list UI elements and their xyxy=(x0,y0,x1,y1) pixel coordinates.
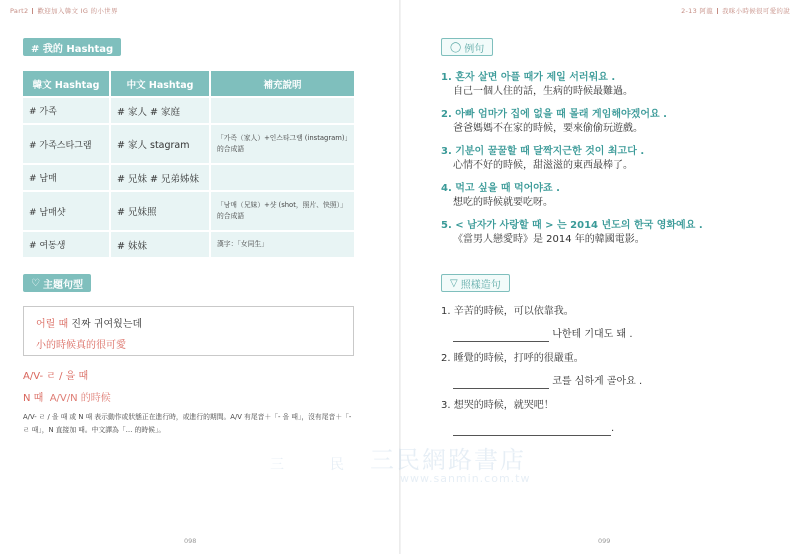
example-section-tag xyxy=(441,38,493,56)
example-chinese: 爸爸媽媽不在家的時候，要來偷偷玩遊戲。 xyxy=(453,123,643,134)
example-list xyxy=(441,71,771,256)
table-row xyxy=(23,165,354,190)
drill-list xyxy=(441,305,771,446)
pattern-section-title: 主題句型 xyxy=(42,279,83,291)
pattern-section-tag xyxy=(23,274,91,292)
list-item xyxy=(441,182,771,210)
example-section-title: 例句 xyxy=(464,43,485,55)
pattern-korean xyxy=(36,315,341,330)
drill-answer xyxy=(441,375,771,389)
separator xyxy=(32,8,33,14)
table-cell: # 兄妹 # 兄弟姊妹 xyxy=(109,165,209,190)
list-item xyxy=(441,71,771,99)
drill-answer-text: 코를 심하게 골아요 . xyxy=(552,376,643,387)
table-cell: # 妹妹 xyxy=(109,232,209,257)
table-cell: # 兄妹照 xyxy=(109,192,209,230)
drill-question: 3. 想哭的時候，就哭吧！ xyxy=(441,400,554,411)
table-row xyxy=(23,125,354,163)
list-item xyxy=(441,352,771,389)
list-item xyxy=(441,145,771,173)
example-korean: 4. 먹고 싶을 때 먹어야죠 . xyxy=(441,183,560,194)
section-title: 我咪小時候很可愛的說 xyxy=(722,7,790,15)
list-item xyxy=(441,305,771,342)
table-cell: # 남매샷 xyxy=(23,192,109,230)
table-header-cell: 韓文 Hashtag xyxy=(23,71,109,96)
running-head-left xyxy=(10,6,118,15)
watermark-glyph: 三 xyxy=(270,457,284,473)
table-cell: # 남매 xyxy=(23,165,109,190)
example-chinese: 心情不好的時候，甜滋滋的東西最棒了。 xyxy=(453,160,633,171)
drill-answer-text: 나한테 기대도 돼 . xyxy=(552,329,633,340)
grammar-rule-2-kr: N 때 xyxy=(23,393,44,404)
table-cell xyxy=(209,165,354,190)
page-number-left: 098 xyxy=(184,537,197,545)
example-korean: 3. 기분이 꿀꿀할 때 달짝지근한 것이 최고다 . xyxy=(441,146,645,157)
grammar-rule-2-zh: A/V/N 的時候 xyxy=(49,393,111,404)
pattern-rest: 진짜 귀여웠는데 xyxy=(68,319,143,330)
table-cell: # 家人 stagram xyxy=(109,125,209,163)
watermark xyxy=(230,440,570,500)
table-row xyxy=(23,98,354,123)
list-item xyxy=(441,219,771,247)
table-cell: # 가족 xyxy=(23,98,109,123)
table-header-row xyxy=(23,71,354,96)
chapter-title: 歡迎加入韓文 IG 的小世界 xyxy=(37,7,118,15)
table-row xyxy=(23,192,354,230)
example-chinese: 想吃的時候就要吃呀。 xyxy=(453,197,553,208)
watermark-name: 三民網路書店 xyxy=(370,446,526,474)
drill-section-tag xyxy=(441,274,510,292)
watermark-glyph: 民 xyxy=(330,457,344,473)
drill-answer-text: . xyxy=(611,423,615,434)
separator xyxy=(717,8,718,14)
page-number-right: 099 xyxy=(598,537,611,545)
drill-section-title: 照樣造句 xyxy=(460,279,501,291)
pattern-box xyxy=(23,306,354,356)
table-cell xyxy=(209,98,354,123)
table-cell: # 가족스타그램 xyxy=(23,125,109,163)
drill-answer xyxy=(441,328,771,342)
table-row xyxy=(23,232,354,257)
table-cell: 漢字：「女同生」 xyxy=(209,232,354,257)
example-korean: 5. < 남자가 사랑할 때 > 는 2014 년도의 한국 영화예요 . xyxy=(441,220,703,231)
example-chinese: 《當男人戀愛時》是 2014 年的韓國電影。 xyxy=(453,234,645,245)
table-cell: 「남매（兄妹）+샷 (shot，照片、快照）」的合成語 xyxy=(209,192,354,230)
table-header-cell: 補充說明 xyxy=(209,71,354,96)
drill-question: 1. 辛苦的時候，可以依靠我。 xyxy=(441,306,574,317)
hashtag-table xyxy=(23,69,354,259)
running-head-right xyxy=(681,6,790,15)
part-label: Part2 xyxy=(10,7,29,15)
triangle-filter-icon: ▽ xyxy=(450,277,458,289)
pattern-highlight: 어릴 때 xyxy=(36,319,69,330)
grammar-rule-1: A/V- ㄹ / 을 때 xyxy=(23,371,89,382)
answer-blank[interactable] xyxy=(453,424,611,436)
speech-bubble-icon: ◯ xyxy=(450,41,462,53)
hashtag-section-title: # 我的 Hashtag xyxy=(31,43,114,55)
answer-blank[interactable] xyxy=(453,330,549,342)
table-header-cell: 中文 Hashtag xyxy=(109,71,209,96)
drill-answer xyxy=(441,422,771,436)
list-item xyxy=(441,108,771,136)
drill-question: 2. 睡覺的時候，打呼的很嚴重。 xyxy=(441,353,584,364)
table-cell: # 여동생 xyxy=(23,232,109,257)
example-korean: 1. 혼자 살면 아플 때가 제일 서러워요 . xyxy=(441,72,616,83)
section-label: 2-13 阿龍 xyxy=(681,7,713,15)
table-cell: # 家人 # 家庭 xyxy=(109,98,209,123)
example-chinese: 自己一個人住的話，生病的時候最難過。 xyxy=(453,86,633,97)
pattern-chinese: 小的時候真的很可愛 xyxy=(36,340,126,351)
list-item xyxy=(441,399,771,436)
answer-blank[interactable] xyxy=(453,377,549,389)
table-cell: 「가족（家人）+인스타그램 (instagram)」的合成語 xyxy=(209,125,354,163)
watermark-url: www.sanmin.com.tw xyxy=(400,472,531,485)
example-korean: 2. 아빠 엄마가 집에 없을 때 몰래 게임해야겠어요 . xyxy=(441,109,667,120)
hashtag-section-tag xyxy=(23,38,121,56)
grammar-rule-2 xyxy=(23,389,111,404)
grammar-note: A/V- ㄹ / 을 때 或 N 때 表示動作或狀態正在進行時，或進行的期間。A/V 有尾音＋「- 을 때」，沒有尾音＋「- ㄹ 때」，N 直接加 때。中文譯為「… 的時候」。 xyxy=(23,413,352,434)
heart-icon: ♡ xyxy=(31,277,40,289)
